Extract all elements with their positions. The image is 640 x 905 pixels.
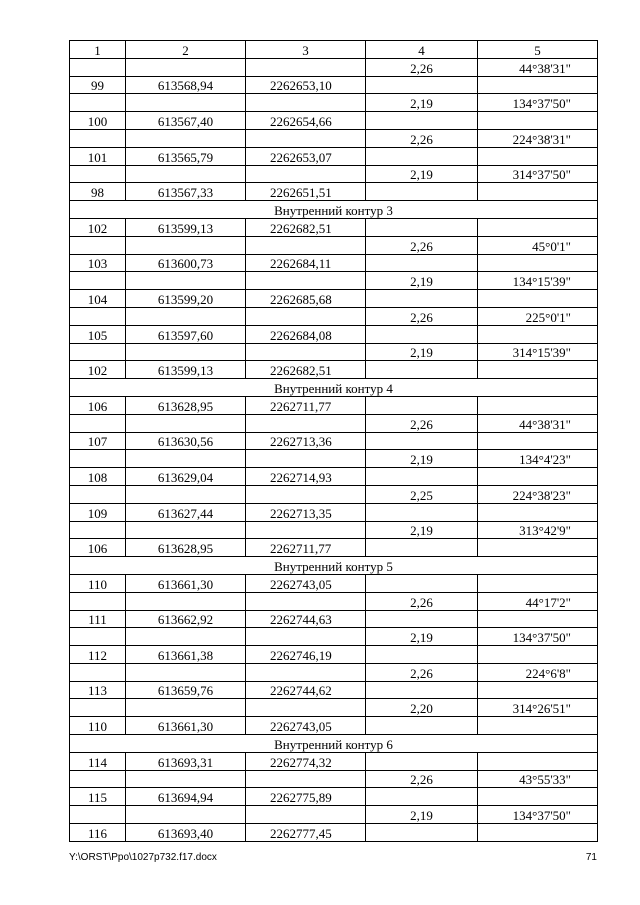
x-coordinate-cell bbox=[126, 450, 246, 468]
bearing-cell: 314°15'39" bbox=[478, 343, 598, 361]
length-cell bbox=[366, 361, 478, 379]
section-title: Внутренний контур 4 bbox=[70, 379, 598, 397]
length-cell bbox=[366, 290, 478, 308]
table-row bbox=[70, 165, 598, 183]
length-cell: 2,19 bbox=[366, 272, 478, 290]
bearing-cell bbox=[478, 717, 598, 735]
y-coordinate-cell: 2262682,51 bbox=[246, 361, 366, 379]
y-coordinate-cell bbox=[246, 236, 366, 254]
table-row bbox=[70, 806, 598, 824]
x-coordinate-cell bbox=[126, 663, 246, 681]
table-row bbox=[70, 450, 598, 468]
bearing-cell: 44°17'2" bbox=[478, 592, 598, 610]
bearing-cell: 134°4'23" bbox=[478, 450, 598, 468]
length-cell bbox=[366, 432, 478, 450]
length-cell bbox=[366, 468, 478, 486]
x-coordinate-cell: 613630,56 bbox=[126, 432, 246, 450]
y-coordinate-cell bbox=[246, 485, 366, 503]
x-coordinate-cell: 613568,94 bbox=[126, 76, 246, 94]
table-row bbox=[70, 94, 598, 112]
x-coordinate-cell: 613627,44 bbox=[126, 503, 246, 521]
point-number-cell: 109 bbox=[70, 503, 126, 521]
y-coordinate-cell: 2262713,36 bbox=[246, 432, 366, 450]
point-number-cell: 110 bbox=[70, 717, 126, 735]
section-row bbox=[70, 735, 598, 753]
file-path: Y:\ORST\Ppo\1027p732.f17.docx bbox=[69, 852, 217, 863]
bearing-cell: 224°38'31" bbox=[478, 129, 598, 147]
bearing-cell bbox=[478, 574, 598, 592]
y-coordinate-cell bbox=[246, 414, 366, 432]
length-cell bbox=[366, 646, 478, 664]
y-coordinate-cell bbox=[246, 94, 366, 112]
length-cell: 2,19 bbox=[366, 450, 478, 468]
y-coordinate-cell: 2262774,32 bbox=[246, 752, 366, 770]
point-number-cell bbox=[70, 663, 126, 681]
bearing-cell: 134°37'50" bbox=[478, 628, 598, 646]
point-number-cell: 102 bbox=[70, 218, 126, 236]
point-number-cell: 105 bbox=[70, 325, 126, 343]
length-cell: 2,19 bbox=[366, 165, 478, 183]
bearing-cell bbox=[478, 788, 598, 806]
point-number-cell bbox=[70, 592, 126, 610]
y-coordinate-cell: 2262746,19 bbox=[246, 646, 366, 664]
y-coordinate-cell: 2262682,51 bbox=[246, 218, 366, 236]
y-coordinate-cell: 2262775,89 bbox=[246, 788, 366, 806]
length-cell bbox=[366, 254, 478, 272]
bearing-cell bbox=[478, 361, 598, 379]
y-coordinate-cell bbox=[246, 806, 366, 824]
bearing-cell: 224°38'23" bbox=[478, 485, 598, 503]
table-row bbox=[70, 752, 598, 770]
table-row bbox=[70, 307, 598, 325]
length-cell: 2,26 bbox=[366, 58, 478, 76]
table-row bbox=[70, 681, 598, 699]
table-row bbox=[70, 218, 598, 236]
point-number-cell: 115 bbox=[70, 788, 126, 806]
bearing-cell bbox=[478, 468, 598, 486]
point-number-cell bbox=[70, 129, 126, 147]
table-row bbox=[70, 717, 598, 735]
bearing-cell: 43°55'33" bbox=[478, 770, 598, 788]
point-number-cell: 103 bbox=[70, 254, 126, 272]
point-number-cell: 114 bbox=[70, 752, 126, 770]
point-number-cell bbox=[70, 94, 126, 112]
x-coordinate-cell: 613567,40 bbox=[126, 112, 246, 130]
table-row bbox=[70, 646, 598, 664]
x-coordinate-cell: 613599,13 bbox=[126, 361, 246, 379]
x-coordinate-cell bbox=[126, 628, 246, 646]
x-coordinate-cell: 613662,92 bbox=[126, 610, 246, 628]
bearing-cell bbox=[478, 112, 598, 130]
bearing-cell: 134°15'39" bbox=[478, 272, 598, 290]
table-row bbox=[70, 58, 598, 76]
point-number-cell bbox=[70, 806, 126, 824]
length-cell: 2,19 bbox=[366, 94, 478, 112]
y-coordinate-cell bbox=[246, 307, 366, 325]
y-coordinate-cell: 2262713,35 bbox=[246, 503, 366, 521]
length-cell: 2,26 bbox=[366, 770, 478, 788]
x-coordinate-cell bbox=[126, 58, 246, 76]
table-row bbox=[70, 824, 598, 842]
length-cell bbox=[366, 147, 478, 165]
table-row bbox=[70, 112, 598, 130]
column-header: 2 bbox=[126, 41, 246, 59]
point-number-cell bbox=[70, 485, 126, 503]
x-coordinate-cell bbox=[126, 592, 246, 610]
x-coordinate-cell bbox=[126, 236, 246, 254]
x-coordinate-cell bbox=[126, 343, 246, 361]
table-row bbox=[70, 236, 598, 254]
column-header: 3 bbox=[246, 41, 366, 59]
x-coordinate-cell: 613694,94 bbox=[126, 788, 246, 806]
bearing-cell bbox=[478, 539, 598, 557]
length-cell bbox=[366, 396, 478, 414]
bearing-cell: 45°0'1" bbox=[478, 236, 598, 254]
section-title: Внутренний контур 3 bbox=[70, 201, 598, 219]
column-header: 5 bbox=[478, 41, 598, 59]
x-coordinate-cell bbox=[126, 521, 246, 539]
length-cell bbox=[366, 325, 478, 343]
x-coordinate-cell: 613567,33 bbox=[126, 183, 246, 201]
bearing-cell: 314°26'51" bbox=[478, 699, 598, 717]
bearing-cell: 314°37'50" bbox=[478, 165, 598, 183]
table-row bbox=[70, 129, 598, 147]
length-cell: 2,19 bbox=[366, 806, 478, 824]
point-number-cell: 99 bbox=[70, 76, 126, 94]
coordinates-table bbox=[69, 40, 598, 842]
length-cell: 2,19 bbox=[366, 343, 478, 361]
length-cell: 2,20 bbox=[366, 699, 478, 717]
length-cell bbox=[366, 112, 478, 130]
point-number-cell bbox=[70, 521, 126, 539]
y-coordinate-cell: 2262711,77 bbox=[246, 396, 366, 414]
bearing-cell: 44°38'31" bbox=[478, 58, 598, 76]
y-coordinate-cell: 2262743,05 bbox=[246, 574, 366, 592]
point-number-cell: 98 bbox=[70, 183, 126, 201]
point-number-cell: 112 bbox=[70, 646, 126, 664]
page-number: 71 bbox=[585, 852, 597, 863]
y-coordinate-cell: 2262654,66 bbox=[246, 112, 366, 130]
x-coordinate-cell bbox=[126, 414, 246, 432]
bearing-cell: 313°42'9" bbox=[478, 521, 598, 539]
x-coordinate-cell: 613600,73 bbox=[126, 254, 246, 272]
length-cell: 2,26 bbox=[366, 663, 478, 681]
y-coordinate-cell bbox=[246, 129, 366, 147]
length-cell bbox=[366, 539, 478, 557]
bearing-cell bbox=[478, 681, 598, 699]
section-row bbox=[70, 201, 598, 219]
table-row bbox=[70, 147, 598, 165]
length-cell: 2,26 bbox=[366, 414, 478, 432]
point-number-cell bbox=[70, 307, 126, 325]
length-cell bbox=[366, 183, 478, 201]
length-cell bbox=[366, 574, 478, 592]
table-row bbox=[70, 290, 598, 308]
point-number-cell bbox=[70, 770, 126, 788]
x-coordinate-cell bbox=[126, 165, 246, 183]
table-row bbox=[70, 361, 598, 379]
length-cell bbox=[366, 752, 478, 770]
point-number-cell bbox=[70, 272, 126, 290]
bearing-cell bbox=[478, 147, 598, 165]
bearing-cell bbox=[478, 218, 598, 236]
table-row bbox=[70, 610, 598, 628]
y-coordinate-cell: 2262653,10 bbox=[246, 76, 366, 94]
x-coordinate-cell: 613565,79 bbox=[126, 147, 246, 165]
x-coordinate-cell bbox=[126, 94, 246, 112]
bearing-cell bbox=[478, 503, 598, 521]
table-row bbox=[70, 521, 598, 539]
y-coordinate-cell bbox=[246, 165, 366, 183]
table-row bbox=[70, 396, 598, 414]
table-row bbox=[70, 574, 598, 592]
bearing-cell bbox=[478, 76, 598, 94]
y-coordinate-cell: 2262744,62 bbox=[246, 681, 366, 699]
table-row bbox=[70, 485, 598, 503]
bearing-cell bbox=[478, 325, 598, 343]
column-header: 4 bbox=[366, 41, 478, 59]
y-coordinate-cell bbox=[246, 58, 366, 76]
length-cell bbox=[366, 788, 478, 806]
point-number-cell: 100 bbox=[70, 112, 126, 130]
table-row bbox=[70, 432, 598, 450]
length-cell bbox=[366, 218, 478, 236]
point-number-cell: 104 bbox=[70, 290, 126, 308]
x-coordinate-cell: 613661,30 bbox=[126, 717, 246, 735]
length-cell: 2,25 bbox=[366, 485, 478, 503]
point-number-cell bbox=[70, 414, 126, 432]
table-row bbox=[70, 592, 598, 610]
x-coordinate-cell: 613597,60 bbox=[126, 325, 246, 343]
x-coordinate-cell: 613659,76 bbox=[126, 681, 246, 699]
y-coordinate-cell bbox=[246, 450, 366, 468]
table-row bbox=[70, 770, 598, 788]
point-number-cell bbox=[70, 165, 126, 183]
bearing-cell: 134°37'50" bbox=[478, 94, 598, 112]
x-coordinate-cell: 613599,20 bbox=[126, 290, 246, 308]
point-number-cell: 106 bbox=[70, 539, 126, 557]
x-coordinate-cell: 613628,95 bbox=[126, 539, 246, 557]
point-number-cell bbox=[70, 450, 126, 468]
point-number-cell: 101 bbox=[70, 147, 126, 165]
point-number-cell: 106 bbox=[70, 396, 126, 414]
y-coordinate-cell bbox=[246, 770, 366, 788]
y-coordinate-cell bbox=[246, 663, 366, 681]
point-number-cell bbox=[70, 628, 126, 646]
length-cell: 2,19 bbox=[366, 521, 478, 539]
bearing-cell bbox=[478, 752, 598, 770]
table-body bbox=[70, 41, 598, 842]
bearing-cell bbox=[478, 824, 598, 842]
y-coordinate-cell bbox=[246, 628, 366, 646]
length-cell: 2,26 bbox=[366, 236, 478, 254]
length-cell bbox=[366, 717, 478, 735]
y-coordinate-cell: 2262711,77 bbox=[246, 539, 366, 557]
table-row bbox=[70, 628, 598, 646]
length-cell bbox=[366, 76, 478, 94]
y-coordinate-cell: 2262684,08 bbox=[246, 325, 366, 343]
x-coordinate-cell: 613629,04 bbox=[126, 468, 246, 486]
table-row bbox=[70, 699, 598, 717]
x-coordinate-cell bbox=[126, 806, 246, 824]
table-row bbox=[70, 272, 598, 290]
table-row bbox=[70, 343, 598, 361]
point-number-cell bbox=[70, 236, 126, 254]
bearing-cell bbox=[478, 610, 598, 628]
y-coordinate-cell: 2262743,05 bbox=[246, 717, 366, 735]
x-coordinate-cell: 613693,31 bbox=[126, 752, 246, 770]
length-cell: 2,26 bbox=[366, 307, 478, 325]
point-number-cell: 116 bbox=[70, 824, 126, 842]
point-number-cell: 110 bbox=[70, 574, 126, 592]
length-cell: 2,26 bbox=[366, 592, 478, 610]
table-row bbox=[70, 468, 598, 486]
point-number-cell: 107 bbox=[70, 432, 126, 450]
length-cell bbox=[366, 610, 478, 628]
bearing-cell: 134°37'50" bbox=[478, 806, 598, 824]
section-title: Внутренний контур 5 bbox=[70, 557, 598, 575]
x-coordinate-cell: 613628,95 bbox=[126, 396, 246, 414]
table-row bbox=[70, 539, 598, 557]
section-title: Внутренний контур 6 bbox=[70, 735, 598, 753]
length-cell bbox=[366, 824, 478, 842]
x-coordinate-cell bbox=[126, 770, 246, 788]
length-cell bbox=[366, 503, 478, 521]
section-row bbox=[70, 379, 598, 397]
y-coordinate-cell bbox=[246, 592, 366, 610]
column-header: 1 bbox=[70, 41, 126, 59]
bearing-cell bbox=[478, 432, 598, 450]
point-number-cell bbox=[70, 343, 126, 361]
bearing-cell: 225°0'1" bbox=[478, 307, 598, 325]
length-cell: 2,26 bbox=[366, 129, 478, 147]
bearing-cell: 44°38'31" bbox=[478, 414, 598, 432]
y-coordinate-cell: 2262651,51 bbox=[246, 183, 366, 201]
table-row bbox=[70, 76, 598, 94]
y-coordinate-cell bbox=[246, 699, 366, 717]
point-number-cell: 113 bbox=[70, 681, 126, 699]
y-coordinate-cell: 2262714,93 bbox=[246, 468, 366, 486]
bearing-cell bbox=[478, 290, 598, 308]
x-coordinate-cell: 613599,13 bbox=[126, 218, 246, 236]
point-number-cell: 111 bbox=[70, 610, 126, 628]
x-coordinate-cell: 613661,30 bbox=[126, 574, 246, 592]
y-coordinate-cell: 2262777,45 bbox=[246, 824, 366, 842]
y-coordinate-cell: 2262653,07 bbox=[246, 147, 366, 165]
y-coordinate-cell bbox=[246, 343, 366, 361]
point-number-cell bbox=[70, 699, 126, 717]
x-coordinate-cell bbox=[126, 485, 246, 503]
length-cell bbox=[366, 681, 478, 699]
point-number-cell bbox=[70, 58, 126, 76]
x-coordinate-cell bbox=[126, 699, 246, 717]
x-coordinate-cell bbox=[126, 129, 246, 147]
table-row bbox=[70, 414, 598, 432]
x-coordinate-cell bbox=[126, 307, 246, 325]
table-row bbox=[70, 503, 598, 521]
table-row bbox=[70, 788, 598, 806]
table-row bbox=[70, 254, 598, 272]
section-row bbox=[70, 557, 598, 575]
table-row bbox=[70, 663, 598, 681]
x-coordinate-cell: 613661,38 bbox=[126, 646, 246, 664]
bearing-cell bbox=[478, 646, 598, 664]
point-number-cell: 108 bbox=[70, 468, 126, 486]
point-number-cell: 102 bbox=[70, 361, 126, 379]
bearing-cell bbox=[478, 183, 598, 201]
table-row bbox=[70, 325, 598, 343]
x-coordinate-cell: 613693,40 bbox=[126, 824, 246, 842]
y-coordinate-cell: 2262684,11 bbox=[246, 254, 366, 272]
bearing-cell: 224°6'8" bbox=[478, 663, 598, 681]
y-coordinate-cell: 2262685,68 bbox=[246, 290, 366, 308]
bearing-cell bbox=[478, 254, 598, 272]
bearing-cell bbox=[478, 396, 598, 414]
x-coordinate-cell bbox=[126, 272, 246, 290]
length-cell: 2,19 bbox=[366, 628, 478, 646]
y-coordinate-cell: 2262744,63 bbox=[246, 610, 366, 628]
y-coordinate-cell bbox=[246, 272, 366, 290]
table-row bbox=[70, 183, 598, 201]
table-header-row bbox=[70, 41, 598, 59]
y-coordinate-cell bbox=[246, 521, 366, 539]
